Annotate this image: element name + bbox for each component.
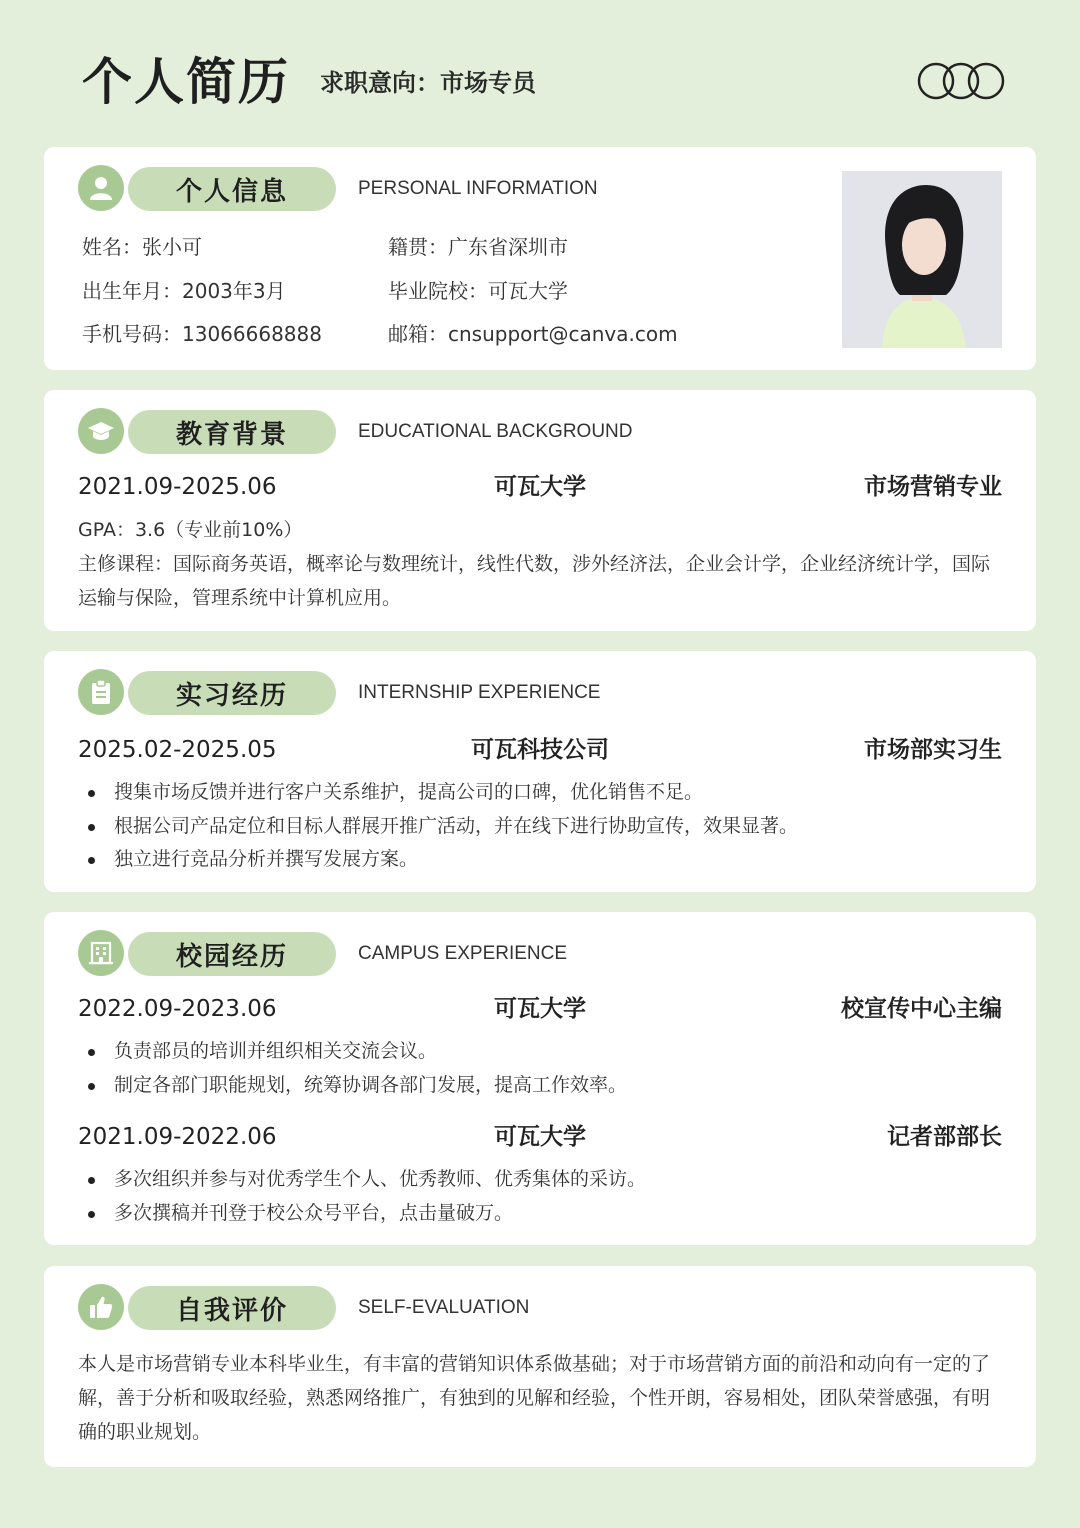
campus-period: 2022.09-2023.06 [78, 996, 277, 1022]
personal-info-card [44, 147, 1036, 370]
section-subtitle: SELF-EVALUATION [358, 1297, 530, 1318]
birth-field: 出生年月：2003年3月 [82, 279, 286, 303]
section-subtitle: CAMPUS EXPERIENCE [358, 943, 568, 964]
list-item: 制定各部门职能规划，统筹协调各部门发展，提高工作效率。 [78, 1069, 1004, 1103]
education-period: 2021.09-2025.06 [78, 474, 277, 500]
building-icon [78, 930, 124, 976]
user-icon [78, 165, 124, 211]
self-evaluation-text: 本人是市场营销专业本科毕业生，有丰富的营销知识体系做基础；对于市场营销方面的前沿和动向有一定的了解，善于分析和吸取经验，熟悉网络推广，有独到的见解和经验，个性开朗，容易相处，团队荣誉感强，有明确的职业规划。 [78, 1353, 991, 1443]
education-major: 市场营销专业 [864, 474, 1002, 500]
school-field: 毕业院校：可瓦大学 [388, 279, 568, 303]
page-title: 个人简历 [82, 53, 290, 111]
section-title: 实习经历 [128, 671, 336, 715]
campus-org: 可瓦大学 [494, 1124, 586, 1150]
section-subtitle: INTERNSHIP EXPERIENCE [358, 682, 601, 703]
campus-card [44, 912, 1036, 1245]
internship-entry-header [78, 734, 1002, 766]
profile-photo [842, 171, 1002, 348]
list-item: 独立进行竞品分析并撰写发展方案。 [78, 843, 1004, 877]
list-item: 多次组织并参与对优秀学生个人、优秀教师、优秀集体的采访。 [78, 1163, 1004, 1197]
campus-role: 记者部部长 [887, 1124, 1002, 1150]
education-heading [78, 408, 678, 456]
education-card [44, 390, 1036, 631]
internship-heading [78, 669, 678, 717]
section-title: 自我评价 [128, 1286, 336, 1330]
self-evaluation-card [44, 1266, 1036, 1467]
internship-duties [78, 776, 1004, 877]
list-item: 负责部员的培训并组织相关交流会议。 [78, 1035, 1004, 1069]
campus-duties [78, 1163, 1004, 1230]
section-title: 校园经历 [128, 932, 336, 976]
clipboard-icon [78, 669, 124, 715]
gpa-text: GPA：3.6（专业前10%） [78, 519, 303, 541]
three-rings-icon [916, 62, 1006, 100]
personal-info-heading [78, 165, 678, 213]
internship-period: 2025.02-2025.05 [78, 737, 277, 763]
list-item: 根据公司产品定位和目标人群展开推广活动，并在线下进行协助宣传，效果显著。 [78, 810, 1004, 844]
phone-field: 手机号码：13066668888 [82, 322, 322, 346]
campus-heading [78, 930, 678, 978]
campus-period: 2021.09-2022.06 [78, 1124, 277, 1150]
list-item: 搜集市场反馈并进行客户关系维护，提高公司的口碑，优化销售不足。 [78, 776, 1004, 810]
self-evaluation-heading [78, 1284, 678, 1332]
campus-org: 可瓦大学 [494, 996, 586, 1022]
campus-entry-header [78, 993, 1002, 1025]
resume-header [0, 0, 1080, 140]
hometown-field: 籍贯：广东省深圳市 [388, 235, 568, 259]
section-subtitle: PERSONAL INFORMATION [358, 178, 598, 199]
list-item: 多次撰稿并刊登于校公众号平台，点击量破万。 [78, 1197, 1004, 1231]
internship-role: 市场部实习生 [864, 737, 1002, 763]
education-entry-header [78, 471, 1002, 503]
email-field: 邮箱：cnsupport@canva.com [388, 322, 678, 346]
courses-text: 主修课程：国际商务英语，概率论与数理统计，线性代数，涉外经济法，企业会计学，企业经济统计学，国际运输与保险，管理系统中计算机应用。 [78, 553, 991, 609]
internship-company: 可瓦科技公司 [471, 737, 609, 763]
job-intent: 求职意向：市场专员 [320, 69, 536, 97]
graduation-cap-icon [78, 408, 124, 454]
campus-duties [78, 1035, 1004, 1102]
campus-entry-header [78, 1121, 1002, 1153]
section-subtitle: EDUCATIONAL BACKGROUND [358, 421, 633, 442]
section-title: 教育背景 [128, 410, 336, 454]
thumbs-up-icon [78, 1284, 124, 1330]
name-field: 姓名：张小可 [82, 235, 202, 259]
campus-role: 校宣传中心主编 [841, 996, 1002, 1022]
education-school: 可瓦大学 [494, 474, 586, 500]
internship-card [44, 651, 1036, 892]
section-title: 个人信息 [128, 167, 336, 211]
